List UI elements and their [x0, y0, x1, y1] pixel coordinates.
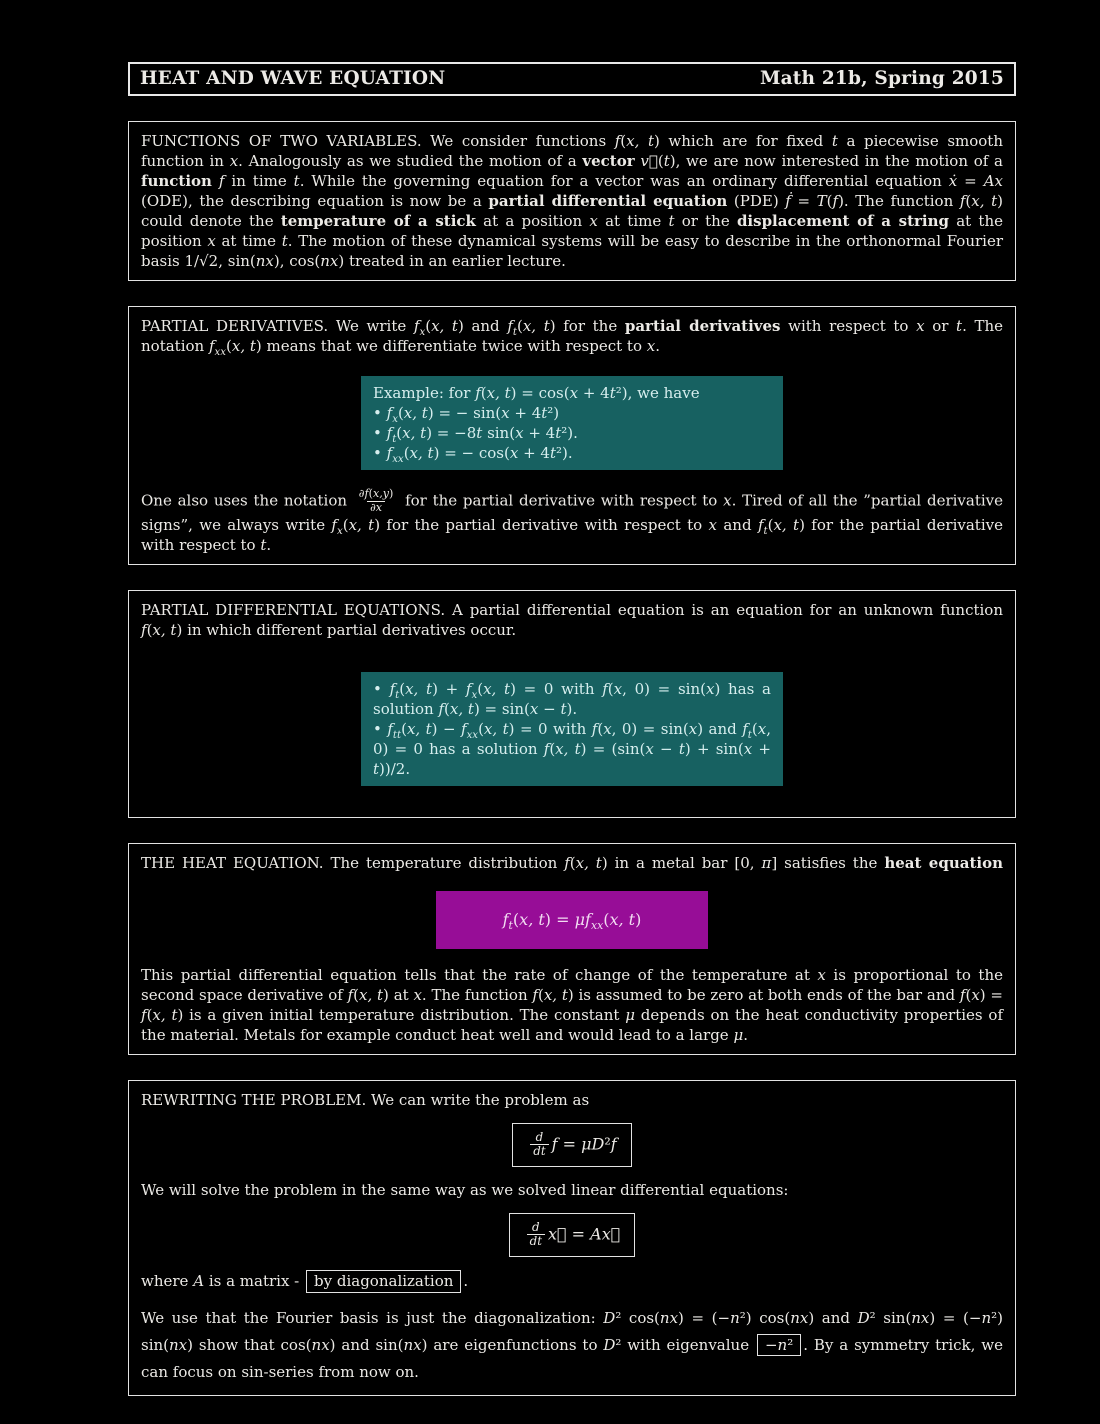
example-box-pdes [361, 672, 783, 786]
example-line: • $f_{tt}(x$, $t) - f_{xx}(x$, t) = 0 with f(x, 0) = sin(x) and $f_t(x$, 0) = 0 has a solution f(x, t) = (sin(x − t) + sin(x + t))/2. [373, 719, 772, 778]
heat-equation-formula: $f_t(x$, $t) = \mu f_{xx}(x$, t) [502, 909, 642, 932]
example-line: • $f_t(x$, t) = −8t sin(x + 4t²). [373, 424, 578, 445]
equation-box-ode: $\frac{d}{dt}$ x⃗ = Ax⃗ [509, 1213, 636, 1257]
rewriting-where-line: where A is a matrix - by diagonalization . [141, 1270, 1003, 1293]
example-line: Example: for f(x, t) = cos(x + 4t²), we have [373, 384, 700, 402]
course-label: Math 21b, Spring 2015 [759, 68, 1004, 89]
header-bar [128, 62, 1016, 96]
content-column [128, 0, 1016, 1396]
section-functions-of-two-variables [128, 121, 1016, 281]
example-box-derivatives [361, 376, 783, 470]
section-partial-differential-equations [128, 590, 1016, 818]
example-line: • $f_x(x$, t) = − sin(x + 4t²) [373, 404, 560, 425]
rewriting-middle: We will solve the problem in the same way as we solved linear differential equations: [141, 1180, 789, 1199]
document-title: HEAT AND WAVE EQUATION [140, 68, 446, 89]
equation-box-operator: $\frac{d}{dt}$ f = μD²f [512, 1123, 631, 1167]
functions-paragraph: FUNCTIONS OF TWO VARIABLES. We consider functions f(x, t) which are for fixed t a piecewise smooth function in x. Analogously as we studied the motion of a vector v⃗(t), we are now interested in the motion of a function f in time t. While the governing equation for a vector was an ordinary differential equation ẋ = Ax (ODE), the describing equation is now be a partial differential equation (PDE) ḟ = T(f). The function f(x, t) could denote the temperature of a stick at a position x at time t or the displacement of a string at the position x at time t. The motion of these dynamical systems will be easy to describe in the orthonormal Fourier basis 1/√2, sin(nx), cos(nx) treated in an earlier lecture. [141, 132, 1004, 270]
heat-equation-intro: THE HEAT EQUATION. The temperature distribution f(x, t) in a metal bar [0, π] satisfies the heat equation [141, 853, 1003, 872]
example-line: • $f_{xx}(x$, t) = − cos(x + 4t²). [373, 444, 573, 465]
section-partial-derivatives [128, 306, 1016, 565]
partial-derivatives-outro: One also uses the notation $\frac{\partial f(x,y)}{\partial x}$ for the partial derivative with respect to x. Tired of all the ”partial derivative signs”, we always write $f_x(x$, t) for the partial derivative with respect to x and $f_t(x$, t) for the partial derivative with respect to t. [141, 487, 1004, 554]
heat-equation-highlight [436, 891, 708, 949]
rewriting-intro: REWRITING THE PROBLEM. We can write the problem as [141, 1090, 590, 1109]
pdes-intro: PARTIAL DIFFERENTIAL EQUATIONS. A partial differential equation is an equation for an unknown function f(x, t) in which different partial derivatives occur. [141, 600, 1003, 639]
heat-equation-body: This partial differential equation tells that the rate of change of the temperature at x is proportional to the second space derivative of f(x, t) at x. The function f(x, t) is assumed to be zero at both ends of the bar and f(x) = f(x, t) is a given initial temperature distribution. The constant μ depends on the heat conductivity properties of the material. Metals for example conduct heat well and would lead to a large μ. [141, 965, 1004, 1044]
example-line: • $f_t(x$, $t) + f_x(x$, t) = 0 with f(x, 0) = sin(x) has a solution f(x, t) = sin(x − t). [373, 679, 771, 718]
section-rewriting-the-problem [128, 1080, 1016, 1396]
section-heat-equation [128, 843, 1016, 1055]
fourier-paragraph: We use that the Fourier basis is just the diagonalization: D² cos(nx) = (−n²) cos(nx) and D² sin(nx) = (−n²) sin(nx) show that cos(nx) and sin(nx) are eigenfunctions to D² with eigenvalue −n² . By a symmetry trick, we can focus on sin-series from now on. [141, 1308, 1004, 1381]
partial-derivatives-intro: PARTIAL DERIVATIVES. We write $f_x(x$, t) and $f_t(x$, t) for the partial derivatives with respect to x or t. The notation $f_{xx}(x$, t) means that we differentiate twice with respect to x. [141, 317, 1004, 358]
